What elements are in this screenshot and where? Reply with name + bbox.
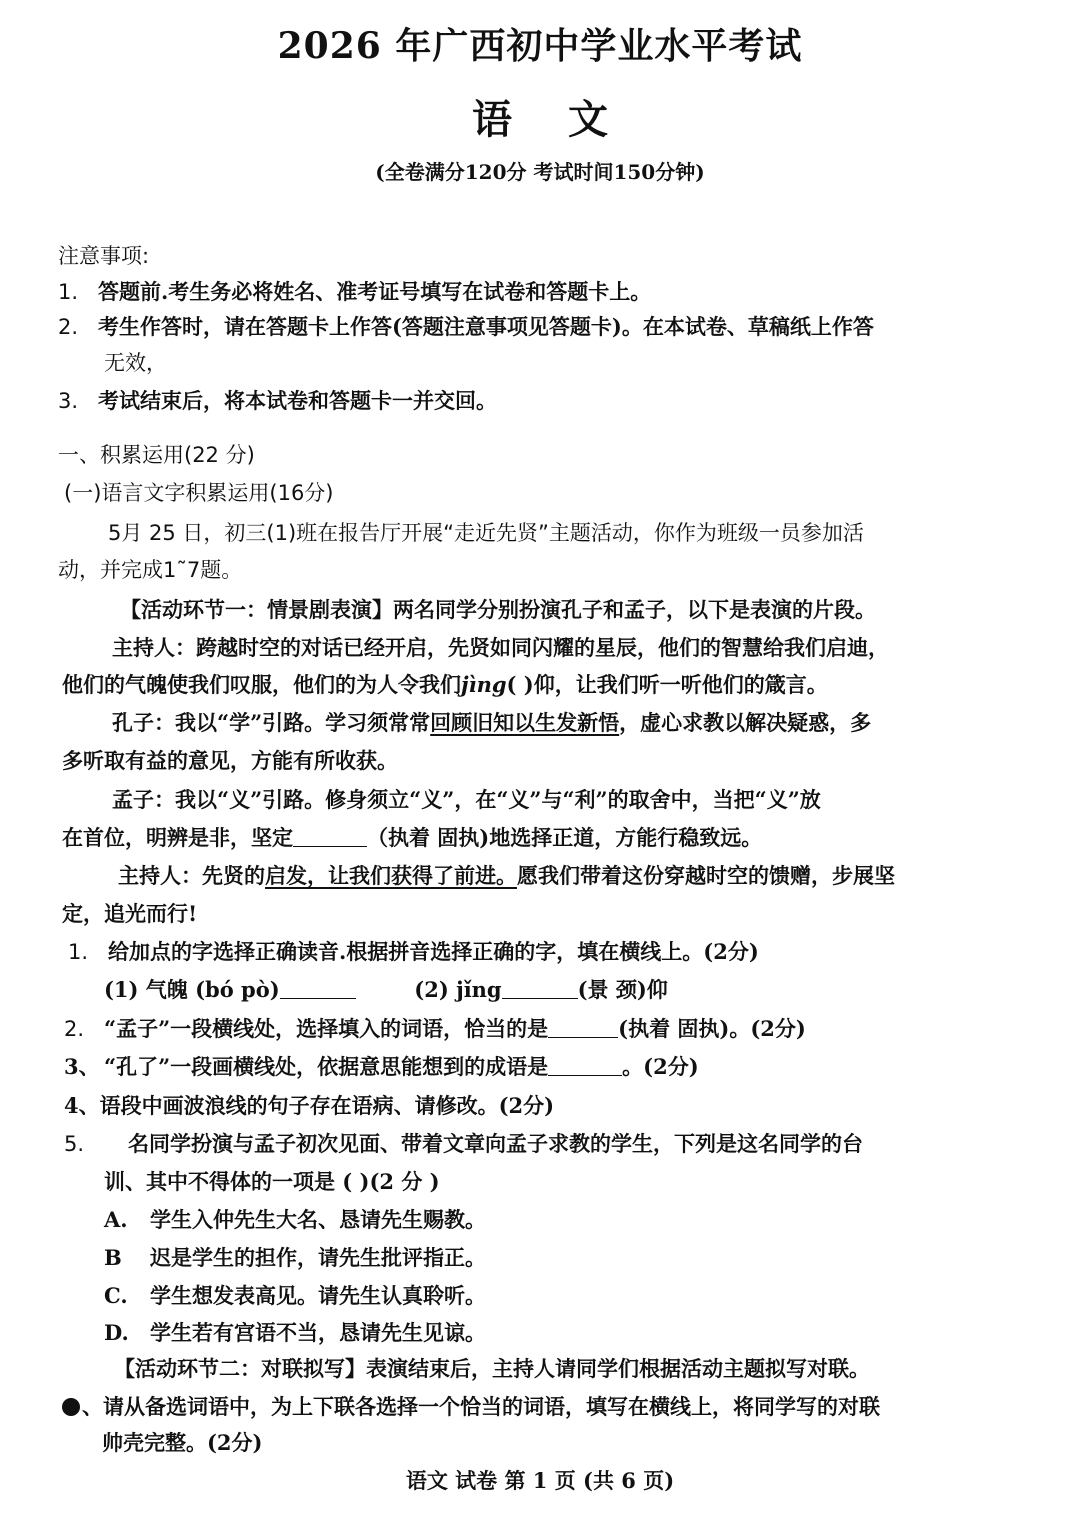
notice-heading: 注意事项: [58, 244, 150, 268]
option-label: C. [104, 1283, 128, 1308]
question-text: “孟子”一段横线处，选择填入的词语，恰当的是 [104, 1016, 549, 1041]
answer-blank[interactable] [548, 1015, 618, 1038]
notice-item-num: 2. [58, 315, 79, 339]
question-text: 、请从备选词语中，为上下联各选择一个恰当的词语，填写在横线上，将同学写的对联 [82, 1394, 880, 1419]
question-num: 1. [68, 940, 89, 964]
question-4: 4、语段中画波浪线的句子存在语病、请修改。(2分) [64, 1093, 555, 1118]
sub-question-2: (2) jǐng [414, 977, 502, 1002]
section-heading: 一、积累运用(22 分) [58, 443, 255, 467]
mengzi-text: 在首位，明辨是非，坚定 [62, 825, 293, 850]
host-text: 他们的气魄使我们叹服，他们的为人令我们 [62, 672, 461, 697]
bullet-icon [62, 1398, 80, 1416]
kongzi-text: ，虚心求教以解决疑惑，多 [619, 710, 872, 735]
activity-2-heading: 【活动环节二：对联拟写】表演结束后，主持人请同学们根据活动主题拟写对联。 [114, 1356, 870, 1381]
activity-1-heading: 【活动环节一：情景剧表演】两名同学分别扮演孔子和孟子，以下是表演的片段。 [120, 597, 876, 622]
question-num: 3、 [64, 1054, 100, 1079]
question-5-cont: 训、其中不得体的一项是 ( )(2 分 ) [104, 1169, 440, 1194]
subject-title: 语文 [472, 96, 664, 143]
question-text: “孔了”一段画横线处，依据意思能想到的成语是 [104, 1054, 549, 1079]
question-2 [64, 1014, 1040, 1044]
answer-blank[interactable] [502, 976, 578, 999]
question-6 [62, 1392, 1040, 1422]
option-text: 学生入仲先生大名、恳请先生赐教。 [150, 1207, 486, 1232]
notice-item-text: 考试结束后，将本试卷和答题卡一并交回。 [98, 388, 497, 413]
question-text: 名同学扮演与孟子初次见面、带着文章向孟子求教的学生，下列是这名同学的台 [128, 1131, 863, 1156]
pinyin: jìng [461, 672, 507, 697]
question-1-subs [104, 975, 1040, 1005]
mengzi-text: （执着 固执)地选择正道，方能行稳致远。 [367, 825, 763, 850]
underlined-phrase: 回顾旧知以生发新悟 [430, 710, 620, 735]
question-text: 。(2分) [622, 1054, 699, 1079]
mengzi-line-2 [62, 823, 1040, 853]
option-label: B [104, 1245, 122, 1270]
option-text: 迟是学生的担作，请先生批评指正。 [150, 1245, 486, 1270]
wavy-underlined-sentence: 启发，让我们获得了前进。 [265, 863, 517, 888]
option-b[interactable] [104, 1243, 1040, 1273]
question-num: 5. [64, 1132, 85, 1156]
question-5 [64, 1129, 1040, 1159]
exam-title: 2026 年广西初中学业水平考试 [277, 25, 803, 67]
option-text: 学生若有宫语不当，恳请先生见谅。 [150, 1320, 486, 1345]
notice-item-text: 考生作答时，请在答题卡上作答(答题注意事项见答题卡)。在本试卷、草稿纸上作答 [98, 314, 874, 339]
answer-blank[interactable] [280, 976, 356, 999]
notice-item-3 [58, 386, 1040, 416]
host-closing-line-2: 定，追光而行! [62, 901, 198, 926]
option-label: A. [104, 1207, 128, 1232]
host-line-2 [62, 670, 1040, 700]
host-closing-line-1 [118, 861, 1040, 891]
notice-item-1 [58, 277, 1040, 307]
question-6-cont: 帅壳完整。(2分) [102, 1430, 263, 1455]
exam-meta: (全卷满分120分 考试时间150分钟) [375, 160, 705, 184]
option-text: 学生想发表高见。请先生认真聆听。 [150, 1283, 486, 1308]
sub-question-2-choices: (景 颈)仰 [577, 977, 668, 1002]
intro-line-1: 5月 25 日，初三(1)班在报告厅开展“走近先贤”主题活动，你作为班级一员参加活 [108, 521, 864, 545]
question-text: 给加点的字选择正确读音.根据拼音选择正确的字，填在横线上。(2分) [108, 939, 759, 964]
answer-blank[interactable] [548, 1053, 622, 1076]
host-text: 愿我们带着这份穿越时空的馈赠，步展坚 [517, 863, 895, 888]
option-c[interactable] [104, 1281, 1040, 1311]
intro-line-2: 动，并完成1˜7题。 [58, 558, 243, 582]
host-text: ( )仰，让我们听一听他们的箴言。 [506, 672, 828, 697]
host-text: 主持人：先贤的 [118, 863, 265, 888]
notice-item-num: 3. [58, 389, 79, 413]
mengzi-line-1: 孟子：我以“义”引路。修身须立“义”，在“义”与“利”的取舍中，当把“义”放 [112, 787, 821, 812]
kongzi-text: 孔子：我以“学”引路。学习须常常 [112, 710, 431, 735]
page-footer: 语文 试卷 第 1 页 (共 6 页) [405, 1468, 675, 1493]
kongzi-line-1 [112, 708, 1040, 738]
host-line-1: 主持人：跨越时空的对话已经开启，先贤如同闪耀的星辰，他们的智慧给我们启迪， [112, 635, 889, 660]
option-label: D. [104, 1320, 129, 1345]
notice-item-2-cont: 无效， [104, 351, 167, 375]
notice-item-2 [58, 312, 1040, 342]
notice-item-text: 答题前.考生务必将姓名、准考证号填写在试卷和答题卡上。 [98, 279, 652, 304]
question-num: 2. [64, 1017, 85, 1041]
sub-question-1: (1) 气魄 (bó pò) [104, 977, 280, 1002]
kongzi-line-2: 多听取有益的意见，方能有所收获。 [62, 748, 398, 773]
answer-blank[interactable] [293, 824, 367, 847]
option-d[interactable] [104, 1318, 1040, 1348]
question-1 [68, 937, 1040, 967]
subsection-heading: (一)语言文字积累运用(16分) [64, 481, 334, 505]
question-3 [64, 1052, 1040, 1082]
option-a[interactable] [104, 1205, 1040, 1235]
question-text: (执着 固执)。(2分) [618, 1016, 806, 1041]
notice-item-num: 1. [58, 280, 79, 304]
